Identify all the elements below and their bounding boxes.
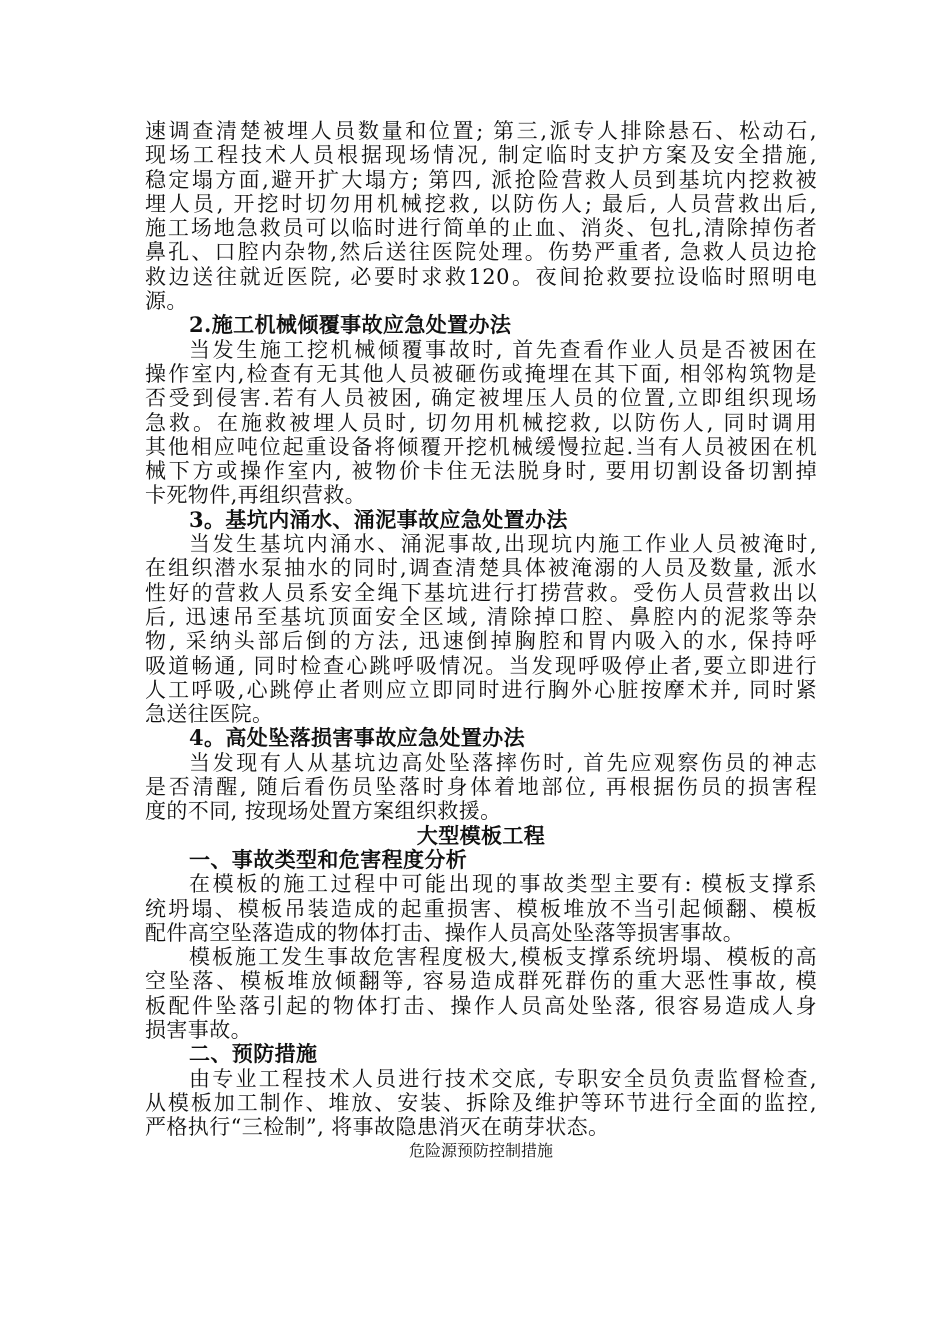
- text-line: 在模板的施工过程中可能出现的事故类型主要有: 模板支撑系: [189, 872, 817, 897]
- text-line: 否受到侵害.若有人员被困, 确定被埋压人员的位置,立即组织现场: [145, 386, 817, 411]
- text-line: 速调查清楚被埋人员数量和位置; 第三,派专人排除悬石、松动石,: [145, 119, 817, 143]
- text-line: 其他相应吨位起重设备将倾覆开挖机械缓慢拉起.当有人员被困在机: [145, 434, 817, 459]
- text-line: 吸道畅通, 同时检查心跳呼吸情况。当发现呼吸停止者,要立即进行: [145, 653, 817, 678]
- text-line: 在组织潜水泵抽水的同时,调查清楚具体被淹溺的人员及数量, 派水: [145, 556, 817, 581]
- text-line: 配件高空坠落造成的物体打击、操作人员高处坠落等损害事故。: [145, 920, 745, 945]
- text-line: 严格执行“三检制”, 将事故隐患消灭在萌芽状态。: [145, 1115, 610, 1140]
- section-heading-water-mud: 3。基坑内涌水、涌泥事故应急处置办法: [189, 506, 568, 532]
- text-line: 是否清醒, 随后看伤员坠落时身体着地部位, 再根据伤员的损害程: [145, 775, 817, 800]
- page-title: 大型模板工程: [416, 822, 546, 848]
- text-line: 人工呼吸,心跳停止者则应立即同时进行胸外心脏按摩术并, 同时紧: [145, 677, 817, 702]
- text-line: 由专业工程技术人员进行技术交底, 专职安全员负责监督检查,: [189, 1066, 817, 1091]
- text-line: 当发生施工挖机械倾覆事故时, 首先查看作业人员是否被困在: [189, 337, 817, 362]
- text-line: 施工场地急救员可以临时进行简单的止血、消炎、包扎,清除掉伤者: [145, 216, 817, 241]
- text-line: 埋人员, 开挖时切勿用机械挖救, 以防伤人; 最后, 人员营救出后,: [145, 191, 817, 216]
- text-line: 度的不同, 按现场处置方案组织救援。: [145, 799, 502, 824]
- text-line: 当发生基坑内涌水、涌泥事故,出现坑内施工作业人员被淹时,: [189, 532, 817, 557]
- paragraph-rescue-steps: [145, 119, 817, 313]
- section-heading-prevention: 二、预防措施: [189, 1041, 318, 1067]
- text-line: 卡死物件,再组织营救。: [145, 483, 367, 508]
- text-line: 损害事故。: [145, 1017, 252, 1042]
- table-caption: 危险源预防控制措施: [408, 1141, 553, 1161]
- paragraph-water-mud: [145, 532, 817, 726]
- text-line: 急救。在施救被埋人员时, 切勿用机械挖救, 以防伤人, 同时调用: [145, 410, 817, 435]
- text-line: 当发现有人从基坑边高处坠落摔伤时, 首先应观察伤员的神志: [189, 750, 817, 775]
- text-line: 从模板加工制作、堆放、安装、拆除及维护等环节进行全面的监控,: [145, 1090, 817, 1115]
- text-line: 鼻孔、口腔内杂物,然后送往医院处理。伤势严重者, 急救人员边抢: [145, 240, 817, 265]
- section-heading-machinery: 2.施工机械倾覆事故应急处置办法: [189, 312, 512, 338]
- text-line: 物, 采纳头部后倒的方法, 迅速倒掉胸腔和胃内吸入的水, 保持呼: [145, 629, 817, 654]
- section-heading-falling: 4。高处坠落损害事故应急处置办法: [189, 725, 526, 751]
- text-line: 后, 迅速吊至基坑顶面安全区域, 清除掉口腔、鼻腔内的泥浆等杂: [145, 604, 817, 629]
- text-line: 操作室内,检查有无其他人员被砸伤或掩埋在其下面, 相邻构筑物是: [145, 361, 817, 386]
- text-line: 械下方或操作室内, 被物价卡住无法脱身时, 要用切割设备切割掉: [145, 459, 817, 484]
- section-heading-accident-types: 一、事故类型和危害程度分析: [189, 846, 468, 872]
- text-line: 现场工程技术人员根据现场情况, 制定临时支护方案及安全措施,: [145, 143, 817, 168]
- text-line: 稳定塌方面,避开扩大塌方; 第四, 派抢险营救人员到基坑内挖救被: [145, 167, 817, 192]
- text-line: 性好的营救人员系安全绳下基坑进行打捞营救。受伤人员营救出以: [145, 580, 817, 605]
- text-line: 源。: [145, 289, 188, 314]
- document-page: [145, 119, 817, 1164]
- text-line: 救边送往就近医院, 必要时求救120。夜间抢救要拉设临时照明电: [145, 264, 817, 289]
- text-line: 统坍塌、模板吊装造成的起重损害、模板堆放不当引起倾翻、模板: [145, 896, 817, 921]
- text-line: 板配件坠落引起的物体打击、操作人员高处坠落, 很容易造成人身: [145, 993, 817, 1018]
- paragraph-machinery: [145, 338, 817, 508]
- text-line: 急送往医院。: [145, 702, 274, 727]
- text-line: 空坠落、模板堆放倾翻等, 容易造成群死群伤的重大恶性事故, 模: [145, 969, 817, 994]
- text-line: 模板施工发生事故危害程度极大,模板支撑系统坍塌、模板的高: [189, 945, 817, 970]
- paragraph-accident-types: [145, 872, 817, 945]
- paragraph-hazard-degree: [145, 945, 817, 1042]
- paragraph-falling: [145, 751, 817, 824]
- paragraph-prevention: [145, 1067, 817, 1140]
